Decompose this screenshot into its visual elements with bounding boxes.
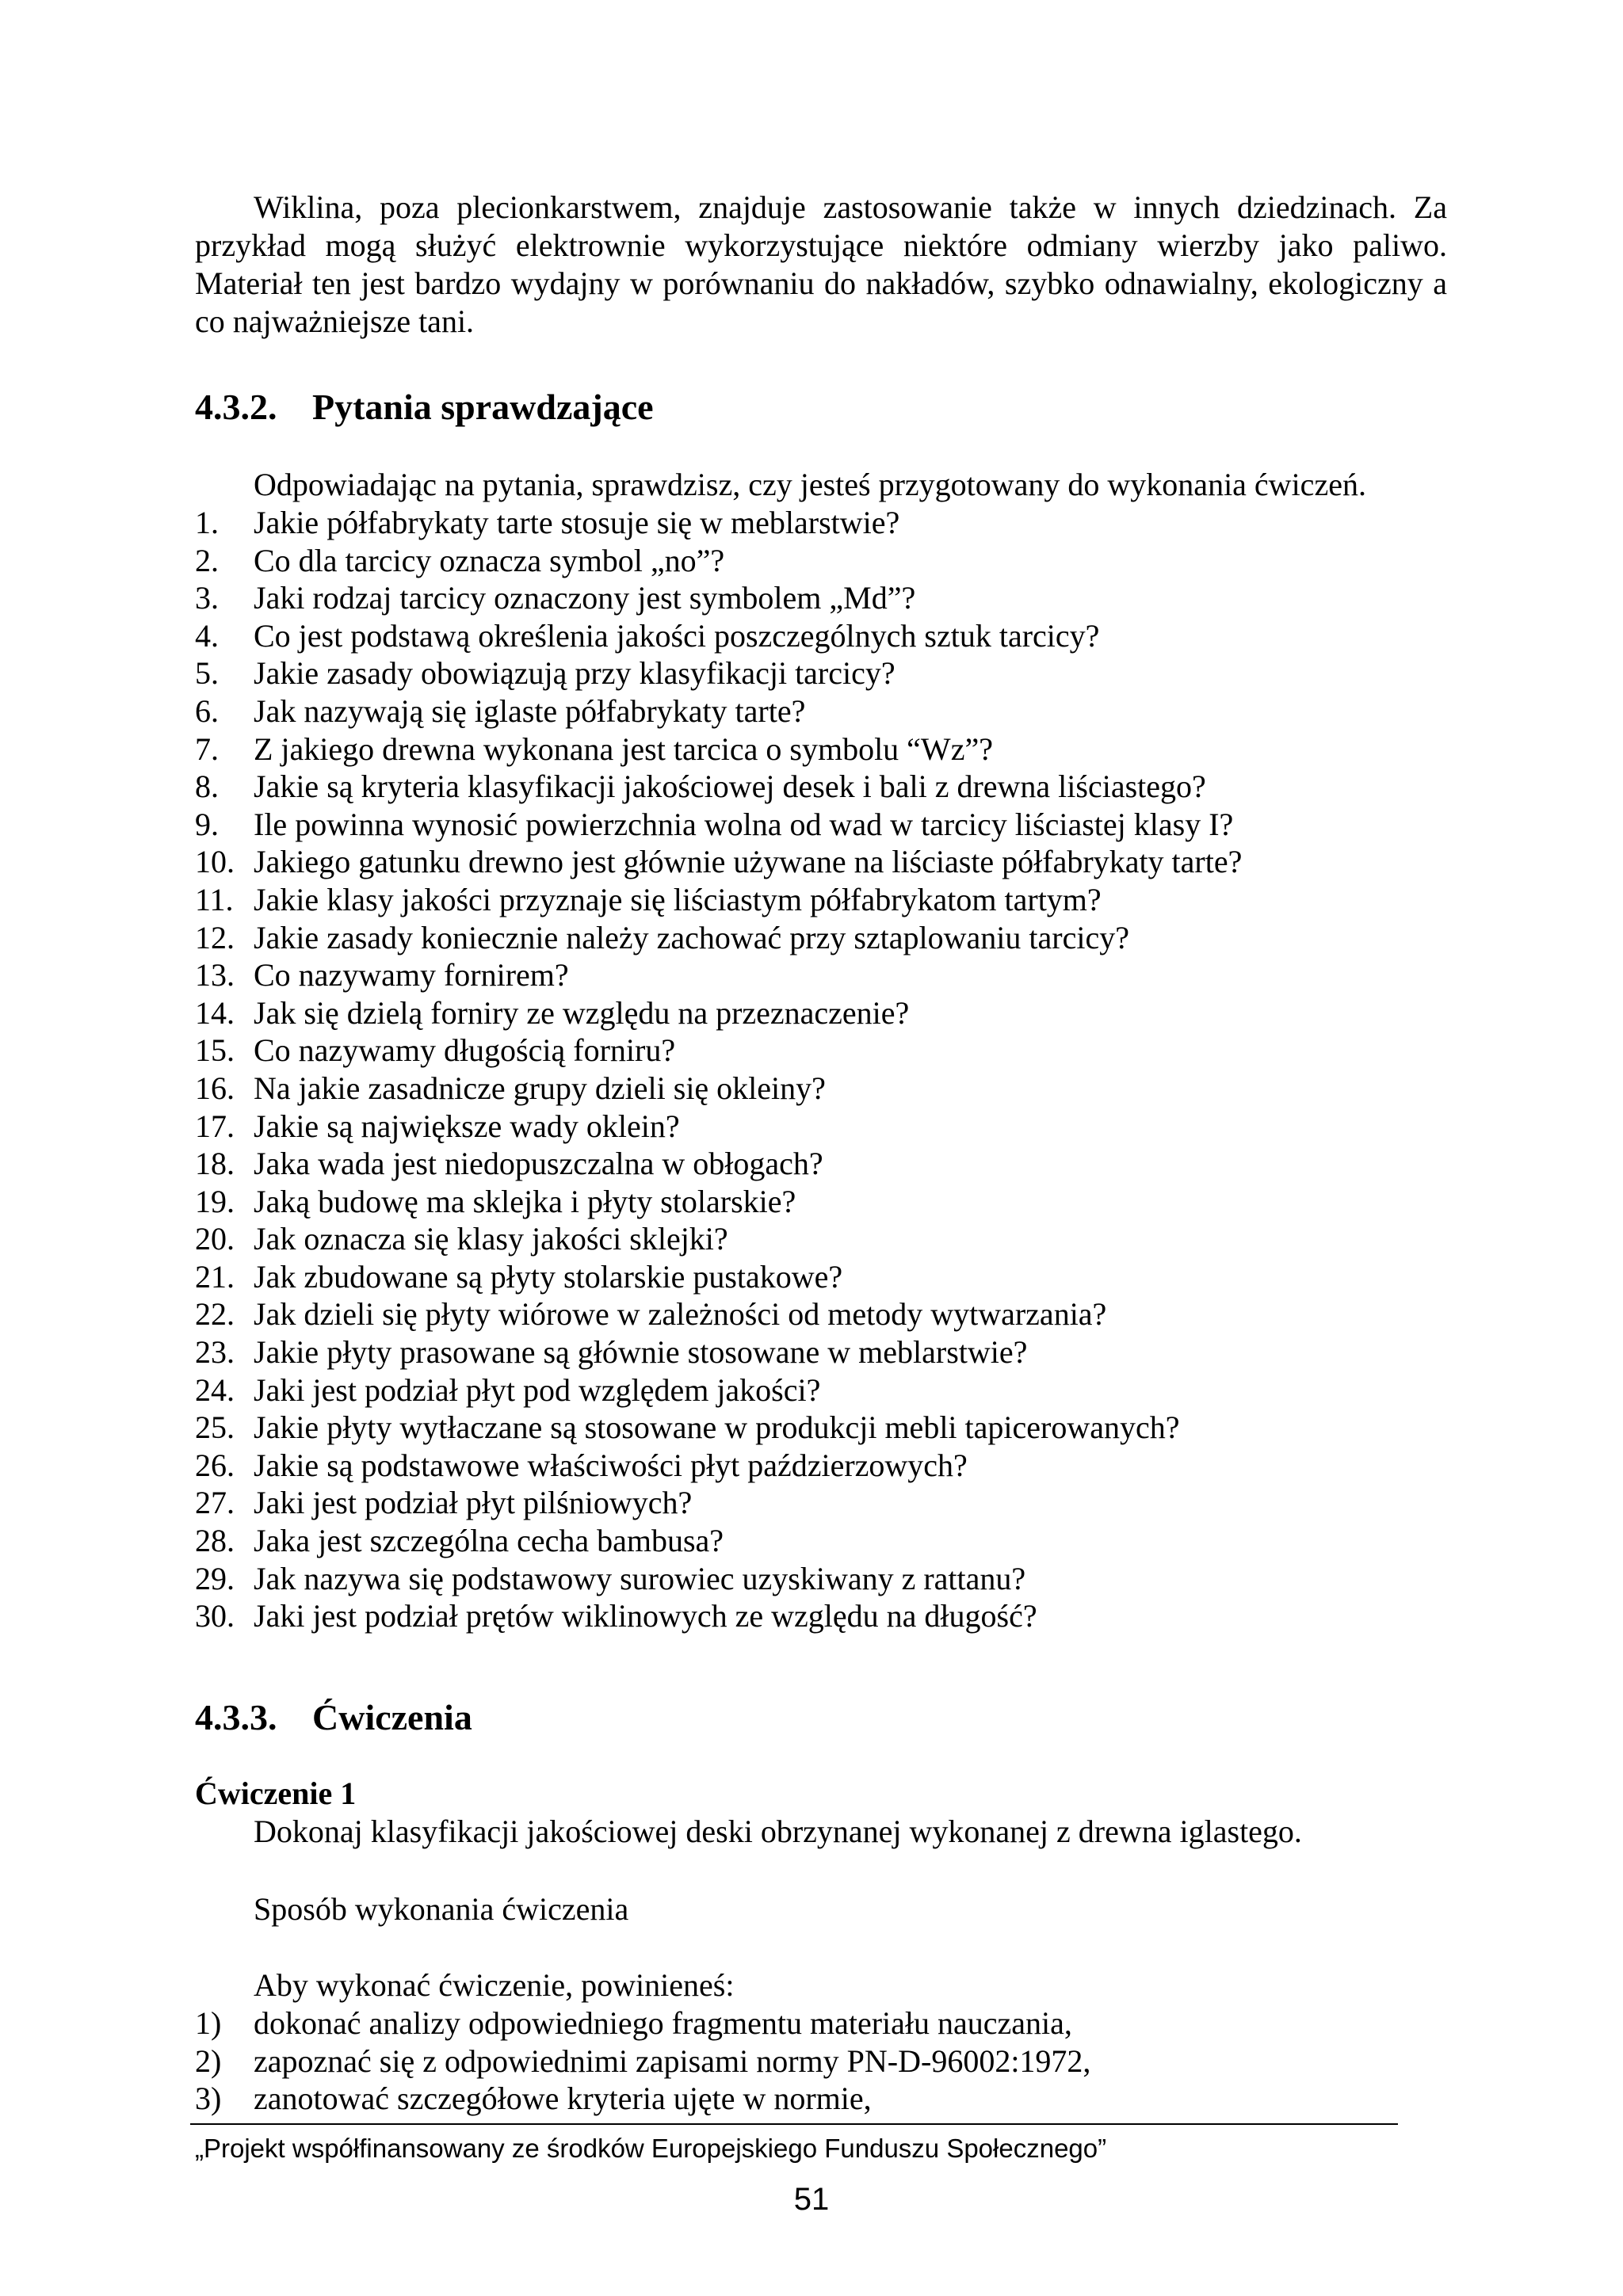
- step-item-text: zanotować szczegółowe kryteria ujęte w normie,: [254, 2081, 872, 2117]
- section-number: 4.3.3.: [195, 1697, 277, 1737]
- question-item-text: Jaka jest szczególna cecha bambusa?: [254, 1523, 724, 1559]
- question-item-text: Jakie są podstawowe właściwości płyt paździerzowych?: [254, 1447, 968, 1483]
- step-item-number: 2): [195, 2042, 222, 2079]
- section-heading-questions: [195, 385, 654, 429]
- question-item-text: Jaki jest podział prętów wiklinowych ze względu na długość?: [254, 1598, 1037, 1634]
- section-heading-exercises: [195, 1695, 472, 1740]
- question-item-text: Jak nazywają się iglaste półfabrykaty tarte?: [254, 692, 806, 729]
- question-item-text: Jakie są największe wady oklein?: [254, 1108, 680, 1144]
- question-item-text: Na jakie zasadnicze grupy dzieli się okleiny?: [254, 1070, 826, 1106]
- question-item-text: Jak oznacza się klasy jakości sklejki?: [254, 1221, 728, 1257]
- question-item-number: 8.: [195, 769, 219, 805]
- question-item-number: 22.: [195, 1296, 235, 1333]
- question-item-number: 16.: [195, 1070, 235, 1106]
- question-item-text: Z jakiego drewna wykonana jest tarcica o symbolu “Wz”?: [254, 730, 993, 767]
- question-item-text: Jaką budowę ma sklejka i płyty stolarskie?: [254, 1183, 796, 1219]
- question-item-number: 5.: [195, 655, 219, 692]
- exercise-task: Dokonaj klasyfikacji jakościowej deski obrzynanej wykonanej z drewna iglastego.: [254, 1814, 1302, 1849]
- question-item-number: 15.: [195, 1032, 235, 1069]
- question-item-text: Jak się dzielą forniry ze względu na przeznaczenie?: [254, 994, 910, 1031]
- question-item-text: Jakie płyty wytłaczane są stosowane w produkcji mebli tapicerowanych?: [254, 1409, 1180, 1446]
- question-item-number: 12.: [195, 919, 235, 955]
- question-item-number: 29.: [195, 1560, 235, 1596]
- question-item-text: Jakie klasy jakości przyznaje się liściastym półfabrykatom tartym?: [254, 881, 1102, 917]
- question-item-text: Jak dzieli się płyty wiórowe w zależności od metody wytwarzania?: [254, 1296, 1107, 1333]
- question-item-number: 14.: [195, 994, 235, 1031]
- question-item-number: 17.: [195, 1108, 235, 1144]
- question-item-number: 26.: [195, 1447, 235, 1483]
- question-item-text: Jak nazywa się podstawowy surowiec uzyskiwany z rattanu?: [254, 1560, 1026, 1596]
- question-item-text: Jak zbudowane są płyty stolarskie pustakowe?: [254, 1258, 843, 1295]
- question-item-text: Jakie zasady koniecznie należy zachować przy sztaplowaniu tarcicy?: [254, 919, 1129, 955]
- question-item-number: 1.: [195, 505, 219, 540]
- method-heading: Sposób wykonania ćwiczenia: [254, 1891, 629, 1927]
- question-item-number: 23.: [195, 1334, 235, 1371]
- question-item-text: Jaki jest podział płyt pod względem jakości?: [254, 1371, 821, 1408]
- step-item-number: 3): [195, 2081, 222, 2117]
- question-item-text: Jakie są kryteria klasyfikacji jakościowej desek i bali z drewna liściastego?: [254, 769, 1206, 805]
- section-number: 4.3.2.: [195, 387, 277, 427]
- section-title: Ćwiczenia: [312, 1697, 472, 1737]
- question-item-number: 30.: [195, 1598, 235, 1634]
- question-item-number: 7.: [195, 730, 219, 767]
- question-item-text: Jaka wada jest niedopuszczalna w obłogach?: [254, 1146, 823, 1182]
- section-title: Pytania sprawdzające: [312, 387, 654, 427]
- question-item-number: 18.: [195, 1146, 235, 1182]
- footer-text: „Projekt współfinansowany ze środków Europejskiego Funduszu Społecznego”: [195, 2134, 1107, 2163]
- question-item-number: 4.: [195, 617, 219, 654]
- intro-paragraph: Wiklina, poza plecionkarstwem, znajduje zastosowanie także w innych dziedzinach. Za przykład mogą służyć elektrownie wykorzystujące niektóre odmiany wierzby jako paliwo. Materiał ten jest bardzo wydajny w porównaniu do nakładów, szybko odnawialny, ekologiczny a co najważniejsze tani.: [195, 189, 1447, 339]
- question-item-number: 6.: [195, 692, 219, 729]
- question-item-number: 2.: [195, 542, 219, 578]
- question-item-text: Ile powinna wynosić powierzchnia wolna od wad w tarcicy liściastej klasy I?: [254, 806, 1234, 842]
- question-item-text: Jaki jest podział płyt pilśniowych?: [254, 1485, 693, 1521]
- steps-lead: Aby wykonać ćwiczenie, powinieneś:: [254, 1967, 735, 2003]
- question-item-number: 9.: [195, 806, 219, 842]
- question-item-text: Jaki rodzaj tarcicy oznaczony jest symbolem „Md”?: [254, 580, 916, 616]
- question-item-number: 25.: [195, 1409, 235, 1446]
- question-item-number: 3.: [195, 580, 219, 616]
- step-item-text: zapoznać się z odpowiednimi zapisami normy PN-D-96002:1972,: [254, 2042, 1091, 2079]
- question-item-number: 27.: [195, 1485, 235, 1521]
- question-item-number: 19.: [195, 1183, 235, 1219]
- question-item-number: 24.: [195, 1371, 235, 1408]
- question-item-number: 20.: [195, 1221, 235, 1257]
- question-item-number: 11.: [195, 881, 234, 917]
- question-item-number: 13.: [195, 957, 235, 994]
- question-item-text: Jakie zasady obowiązują przy klasyfikacji tarcicy?: [254, 655, 896, 692]
- question-item-number: 10.: [195, 844, 235, 880]
- question-item-text: Jakie półfabrykaty tarte stosuje się w meblarstwie?: [254, 505, 900, 540]
- step-item-text: dokonać analizy odpowiedniego fragmentu materiału nauczania,: [254, 2005, 1072, 2041]
- step-item-number: 1): [195, 2005, 222, 2041]
- footer-divider: [190, 2123, 1398, 2125]
- page-number: 51: [793, 2182, 830, 2217]
- question-item-text: Co nazywamy fornirem?: [254, 957, 569, 994]
- question-item-text: Co jest podstawą określenia jakości poszczególnych sztuk tarcicy?: [254, 617, 1100, 654]
- question-item-text: Co dla tarcicy oznacza symbol „no”?: [254, 542, 725, 578]
- questions-lead: Odpowiadając na pytania, sprawdzisz, czy jesteś przygotowany do wykonania ćwiczeń.: [254, 467, 1366, 502]
- question-item-text: Jakie płyty prasowane są głównie stosowane w meblarstwie?: [254, 1334, 1028, 1371]
- question-item-text: Co nazywamy długością forniru?: [254, 1032, 676, 1069]
- question-item-number: 21.: [195, 1258, 235, 1295]
- question-item-number: 28.: [195, 1523, 235, 1559]
- question-item-text: Jakiego gatunku drewno jest głównie używane na liściaste półfabrykaty tarte?: [254, 844, 1243, 880]
- exercise-title: Ćwiczenie 1: [195, 1775, 357, 1811]
